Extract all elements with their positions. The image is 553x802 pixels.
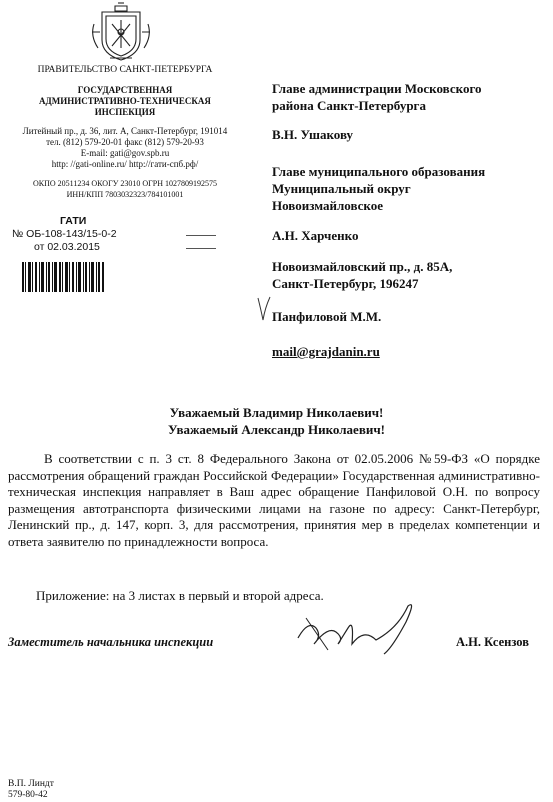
divider xyxy=(186,235,216,236)
recipient-1-name: В.Н. Ушакову xyxy=(272,127,354,142)
barcode-icon xyxy=(22,262,104,292)
government-name: ПРАВИТЕЛЬСТВО САНКТ-ПЕТЕРБУРГА xyxy=(37,65,213,75)
attachment-note: Приложение: на 3 листах в первый и второй адреса. xyxy=(36,588,324,603)
recipient-3-address: Новоизмайловский пр., д. 85А, Санкт-Петербург, 196247 xyxy=(272,259,453,291)
checkmark-icon xyxy=(257,296,271,322)
recipient-2-title: Главе муниципального образования Муниципальный округ Новоизмайловское xyxy=(272,164,486,213)
divider xyxy=(186,248,216,249)
signer-position: Заместитель начальника инспекции xyxy=(8,635,214,649)
coat-of-arms-icon xyxy=(88,2,154,62)
org-name-line: АДМИНИСТРАТИВНО-ТЕХНИЧЕСКАЯ xyxy=(39,96,211,106)
org-name-line: ИНСПЕКЦИЯ xyxy=(94,107,156,117)
registration-stamp: ГАТИ xyxy=(60,215,87,227)
recipient-2-name: А.Н. Харченко xyxy=(272,228,359,243)
greeting-line-1: Уважаемый Владимир Николаевич! xyxy=(169,405,384,420)
body-paragraph: В соответствии с п. 3 ст. 8 Федерального Закона от 02.05.2006 №59-ФЗ «О порядке рассмотрения обращений граждан Российской Федерации» Государственная административно-техническая инспекция направляет в Ваш адрес обращение Панфиловой О.Н. по вопросу размещения автотранспорта физическими лицами на газоне по адресу: Санкт-Петербург, Ленинский пр., д. 147, корп. 3, для рассмотрения, принятия мер в пределах компетенции и ответа заявителю по принадлежности вопроса. xyxy=(8,451,540,549)
org-email: E-mail: gati@gov.spb.ru xyxy=(80,148,170,158)
registration-date: от 02.03.2015 xyxy=(34,241,100,253)
recipient-1-title: Главе администрации Московского района Санкт-Петербурга xyxy=(272,81,482,113)
org-inn: ИНН/КПП 7803032323/784101001 xyxy=(66,190,184,199)
org-name-line: ГОСУДАРСТВЕННАЯ xyxy=(77,85,173,95)
org-website: http: //gati-online.ru/ http://гати-спб.рф/ xyxy=(51,159,199,169)
executor-phone: 579-80-42 xyxy=(8,790,48,800)
greeting-line-2: Уважаемый Александр Николаевич! xyxy=(167,422,385,437)
org-phone: тел. (812) 579-20-01 факс (812) 579-20-93 xyxy=(46,137,204,147)
registration-number: № ОБ-108-143/15-0-2 xyxy=(12,228,117,240)
recipient-3-name: Панфиловой М.М. xyxy=(272,309,382,324)
handwritten-signature-icon xyxy=(288,598,438,658)
org-address: Литейный пр., д. 36, лит. А, Санкт-Петербург, 191014 xyxy=(22,126,228,136)
org-codes: ОКПО 20511234 ОКОГУ 23010 ОГРН 1027809192575 xyxy=(33,179,217,188)
executor-name: В.П. Линдт xyxy=(8,779,54,789)
signer-name: А.Н. Ксензов xyxy=(456,635,529,649)
recipient-email[interactable]: mail@grajdanin.ru xyxy=(272,344,380,359)
